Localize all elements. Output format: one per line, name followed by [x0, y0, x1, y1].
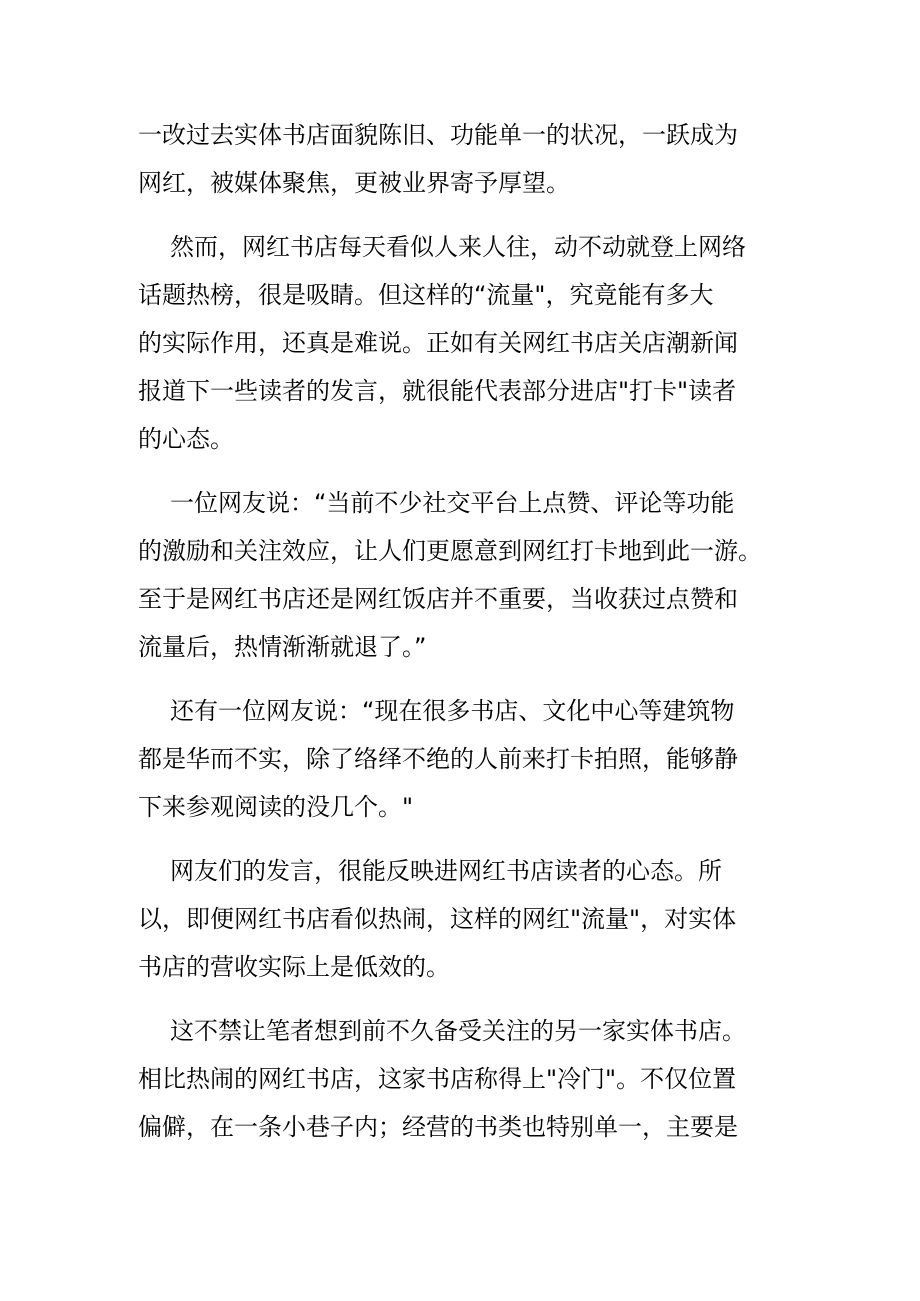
- paragraph-4: [138, 687, 798, 831]
- article-body: [138, 111, 798, 1167]
- paragraph-line: 书店的营收实际上是低效的。: [138, 953, 450, 981]
- paragraph-line: 网红，被媒体聚焦，更被业界寄予厚望。: [138, 169, 570, 197]
- paragraph-line: 至于是网红书店还是网红饭店并不重要，当收获过点赞和: [138, 585, 738, 613]
- paragraph-line: 然而，网红书店每天看似人来人往，动不动就登上网络: [170, 233, 746, 261]
- paragraph-line: 这不禁让笔者想到前不久备受关注的另一家实体书店。: [170, 1017, 746, 1045]
- paragraph-line: 还有一位网友说：“现在很多书店、文化中心等建筑物: [170, 697, 735, 725]
- paragraph-line: 的心态。: [138, 425, 234, 453]
- paragraph-2: [138, 223, 798, 463]
- paragraph-line: 网友们的发言，很能反映进网红书店读者的心态。所: [170, 857, 722, 885]
- paragraph-line: 以，即便网红书店看似热闹，这样的网红"流量"，对实体: [138, 905, 737, 933]
- paragraph-3: [138, 479, 798, 671]
- paragraph-line: 报道下一些读者的发言，就很能代表部分进店"打卡"读者: [138, 377, 737, 405]
- paragraph-5: [138, 847, 798, 991]
- paragraph-line: 话题热榜，很是吸睛。但这样的“流量"，究竟能有多大: [138, 281, 714, 309]
- paragraph-1: [138, 111, 798, 207]
- paragraph-line: 一改过去实体书店面貌陈旧、功能单一的状况，一跃成为: [138, 121, 738, 149]
- paragraph-line: 偏僻，在一条小巷子内；经营的书类也特别单一，主要是: [138, 1113, 738, 1141]
- paragraph-line: 相比热闹的网红书店，这家书店称得上"冷门"。不仅位置: [138, 1065, 737, 1093]
- paragraph-line: 一位网友说：“当前不少社交平台上点赞、评论等功能: [170, 489, 735, 517]
- paragraph-line: 的实际作用，还真是难说。正如有关网红书店关店潮新闻: [138, 329, 738, 357]
- paragraph-line: 的激励和关注效应，让人们更愿意到网红打卡地到此一游。: [138, 537, 762, 565]
- paragraph-line: 都是华而不实，除了络绎不绝的人前来打卡拍照，能够静: [138, 745, 738, 773]
- paragraph-6: [138, 1007, 798, 1151]
- paragraph-line: 下来参观阅读的没几个。": [138, 793, 414, 821]
- paragraph-line: 流量后，热情渐渐就退了。”: [138, 633, 427, 661]
